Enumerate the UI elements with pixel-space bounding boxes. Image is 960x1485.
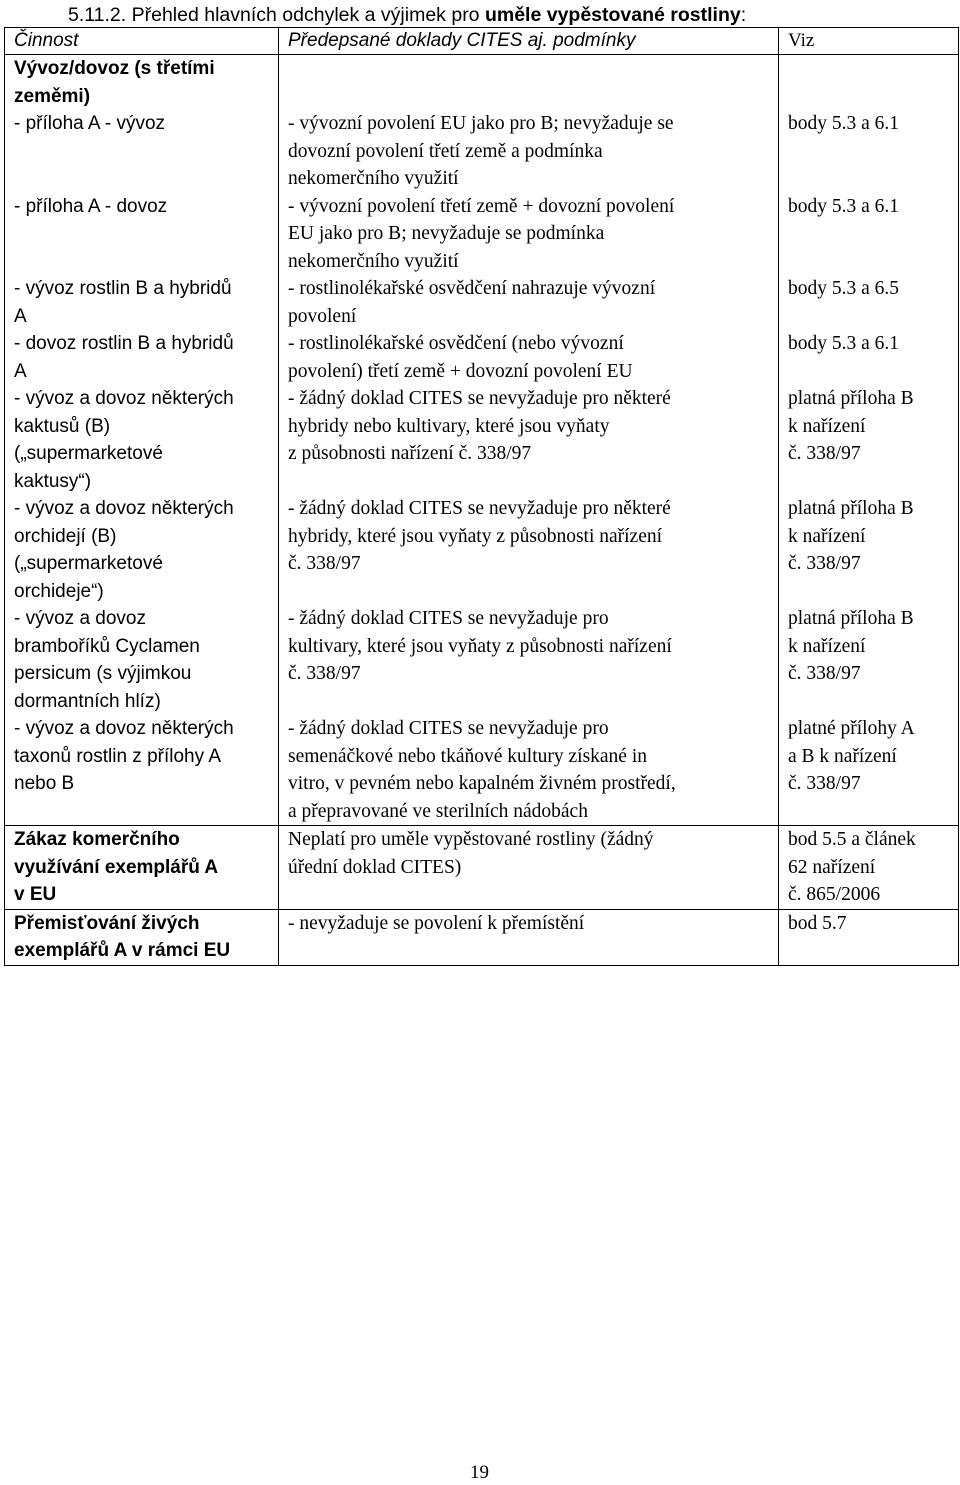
table-row-commercial — [5, 826, 959, 910]
header-documents: Předepsané doklady CITES aj. podmínky — [279, 28, 779, 55]
ref-line: platné přílohy A — [788, 718, 915, 739]
activity-line: - vývoz a dovoz některých — [14, 718, 234, 739]
heading-prefix: 5.11.2. Přehled hlavních odchylek a výjimek pro — [68, 4, 485, 26]
ref-line: k nařízení — [788, 415, 866, 437]
cell-ref-trade — [779, 55, 959, 826]
ref-line: k nařízení — [788, 525, 866, 547]
document-line: vitro, v pevném nebo kapalném živném prostředí, — [288, 773, 676, 794]
document-line: - žádný doklad CITES se nevyžaduje pro — [288, 718, 609, 739]
activity-line: A — [14, 360, 27, 382]
ref-line: č. 338/97 — [788, 443, 861, 464]
document-line: povolení — [288, 305, 357, 327]
document-line: kultivary, které jsou vyňaty z působnosti nařízení — [288, 635, 672, 657]
section-heading — [68, 3, 746, 27]
ref-line: k nařízení — [788, 635, 866, 657]
ref-line: bod 5.5 a článek — [788, 829, 916, 850]
ref-line: bod 5.7 — [788, 912, 847, 934]
document-line: z působnosti nařízení č. 338/97 — [288, 443, 532, 464]
cell-ref-movement — [779, 909, 959, 965]
table-row-trade — [5, 55, 959, 826]
cell-ref-commercial — [779, 826, 959, 910]
activity-line: orchideje“) — [14, 580, 104, 602]
document-line: hybridy nebo kultivary, které jsou vyňaty — [288, 415, 610, 437]
cites-exceptions-table — [4, 27, 959, 966]
document-line: a přepravované ve sterilních nádobách — [288, 800, 588, 822]
activity-line: využívání exemplářů A — [14, 856, 219, 878]
activity-line: bramboříků Cyclamen — [14, 635, 200, 657]
activity-line: Zákaz komerčního — [14, 829, 180, 850]
table-row-movement — [5, 909, 959, 965]
document-line: dovozní povolení třetí země a podmínka — [288, 140, 603, 162]
activity-line: („supermarketové — [14, 553, 163, 574]
header-ref: Viz — [779, 28, 959, 55]
document-line: - nevyžaduje se povolení k přemístění — [288, 912, 585, 934]
activity-line: persicum (s výjimkou — [14, 663, 192, 684]
activity-line: - dovoz rostlin B a hybridů — [14, 333, 234, 354]
document-line: - žádný doklad CITES se nevyžaduje pro některé — [288, 388, 671, 409]
document-line: - žádný doklad CITES se nevyžaduje pro — [288, 608, 609, 629]
activity-line: orchidejí (B) — [14, 525, 117, 547]
heading-bold: uměle vypěstované rostliny — [484, 4, 741, 26]
ref-line: č. 338/97 — [788, 773, 861, 794]
ref-line: platná příloha B — [788, 388, 914, 409]
ref-line: body 5.3 a 6.1 — [788, 195, 900, 217]
table-header-row — [5, 28, 959, 55]
activity-line: exemplářů A v rámci EU — [14, 940, 231, 961]
section-title-line: Vývoz/dovoz (s třetími — [14, 58, 215, 79]
document-line: - rostlinolékařské osvědčení nahrazuje vývozní — [288, 278, 656, 299]
document-line: - vývozní povolení třetí země + dovozní povolení — [288, 195, 675, 217]
document-line: povolení) třetí země + dovozní povolení EU — [288, 360, 633, 382]
heading-suffix: : — [740, 4, 747, 26]
document-line: č. 338/97 — [288, 553, 361, 574]
ref-line: platná příloha B — [788, 498, 914, 519]
ref-line: body 5.3 a 6.5 — [788, 278, 900, 299]
activity-line: - vývoz rostlin B a hybridů — [14, 278, 232, 299]
section-title-line: zeměmi) — [14, 85, 91, 107]
page-number: 19 — [470, 1462, 489, 1483]
activity-line: - vývoz a dovoz některých — [14, 498, 234, 519]
activity-line: taxonů rostlin z přílohy A — [14, 745, 221, 767]
activity-line: A — [14, 305, 27, 327]
activity-line: nebo B — [14, 773, 75, 794]
document-line: - rostlinolékařské osvědčení (nebo vývozní — [288, 333, 624, 354]
activity-line: kaktusů (B) — [14, 415, 111, 437]
activity-line: v EU — [14, 884, 57, 905]
cell-activity-commercial — [5, 826, 279, 910]
document-line: semenáčkové nebo tkáňové kultury získané in — [288, 745, 648, 767]
document-line: úřední doklad CITES) — [288, 856, 462, 878]
ref-line: body 5.3 a 6.1 — [788, 113, 900, 134]
cell-documents-movement — [279, 909, 779, 965]
document-line: č. 338/97 — [288, 663, 361, 684]
activity-line: - příloha A - dovoz — [14, 195, 168, 217]
document-line: - žádný doklad CITES se nevyžaduje pro některé — [288, 498, 671, 519]
document-line: nekomerčního využití — [288, 168, 459, 189]
ref-line: č. 338/97 — [788, 663, 861, 684]
activity-line: („supermarketové — [14, 443, 163, 464]
document-line: Neplatí pro uměle vypěstované rostliny (žádný — [288, 829, 654, 850]
ref-line: platná příloha B — [788, 608, 914, 629]
document-line: nekomerčního využití — [288, 250, 459, 272]
activity-line: - vývoz a dovoz některých — [14, 388, 234, 409]
activity-line: kaktusy“) — [14, 470, 92, 492]
activity-line: - příloha A - vývoz — [14, 113, 166, 134]
activity-line: - vývoz a dovoz — [14, 608, 146, 629]
cell-activity-trade — [5, 55, 279, 826]
ref-line: 62 nařízení — [788, 856, 876, 878]
document-line: EU jako pro B; nevyžaduje se podmínka — [288, 223, 605, 244]
ref-line: č. 338/97 — [788, 553, 861, 574]
header-activity: Činnost — [5, 28, 279, 55]
ref-line: body 5.3 a 6.1 — [788, 333, 900, 354]
document-line: hybridy, které jsou vyňaty z působnosti nařízení — [288, 525, 663, 547]
activity-line: Přemisťování živých — [14, 912, 200, 934]
activity-line: dormantních hlíz) — [14, 690, 161, 712]
cell-documents-commercial — [279, 826, 779, 910]
document-line: - vývozní povolení EU jako pro B; nevyžaduje se — [288, 113, 674, 134]
cell-activity-movement — [5, 909, 279, 965]
ref-line: a B k nařízení — [788, 745, 897, 767]
ref-line: č. 865/2006 — [788, 884, 881, 905]
cell-documents-trade — [279, 55, 779, 826]
